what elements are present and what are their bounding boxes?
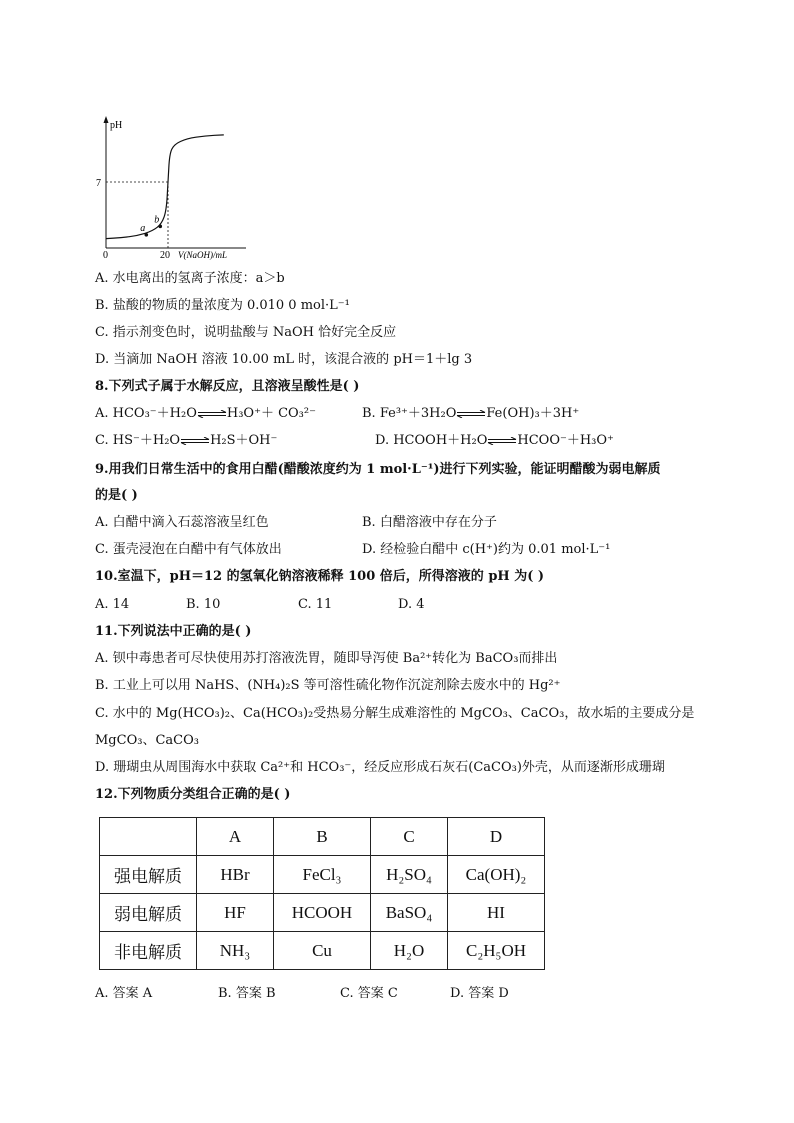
table-header-cell: C	[371, 818, 448, 856]
q7-option-c: C. 指示剂变色时，说明盐酸与 NaOH 恰好完全反应	[95, 325, 397, 340]
q8-option-c	[95, 432, 277, 450]
q8-a-left: A. HCO₃⁻＋H₂O	[95, 406, 197, 421]
table-cell: HF	[197, 894, 274, 932]
equilibrium-arrow-icon	[197, 410, 227, 418]
q8-option-d	[375, 432, 614, 450]
q10-option-c: C. 11	[298, 597, 333, 612]
q8-d-left: D. HCOOH＋H₂O	[375, 433, 488, 448]
chart-axes	[104, 116, 247, 248]
table-cell: HBr	[197, 856, 274, 894]
titration-chart	[96, 112, 256, 262]
q12-option-c: C. 答案 C	[340, 986, 398, 1001]
table-cell: H₂SO₄	[371, 856, 448, 894]
table-header-row	[100, 818, 545, 856]
data-point-label: b	[154, 214, 160, 226]
equilibrium-arrow-icon	[456, 410, 486, 418]
titration-curve	[106, 135, 224, 239]
table-row-label: 强电解质	[100, 856, 197, 894]
table-row	[100, 856, 545, 894]
q10-option-a: A. 14	[95, 597, 130, 612]
q8-a-right: H₃O⁺＋ CO₃²⁻	[226, 406, 316, 421]
equilibrium-arrow-icon	[180, 437, 210, 445]
q10-option-b: B. 10	[186, 597, 221, 612]
y-tick-label: 7	[96, 178, 101, 189]
table-row-label: 非电解质	[100, 932, 197, 970]
q8-c-right: H₂S＋OH⁻	[210, 433, 278, 448]
q10-title: 10.室温下，pH＝12 的氢氧化钠溶液稀释 100 倍后，所得溶液的 pH 为( )	[95, 569, 545, 584]
y-axis-label: pH	[110, 120, 123, 131]
x-tick-label: 20	[160, 250, 170, 261]
q10-option-d: D. 4	[398, 597, 425, 612]
table-header-cell: D	[448, 818, 545, 856]
q11-option-c-line2: MgCO₃、CaCO₃	[95, 733, 199, 748]
q8-option-b	[362, 405, 579, 423]
q9-option-a: A. 白醋中滴入石蕊溶液呈红色	[95, 515, 269, 530]
table-cell: Cu	[274, 932, 371, 970]
q9-option-b: B. 白醋溶液中存在分子	[362, 515, 497, 530]
table-cell: NH₃	[197, 932, 274, 970]
q11-option-c-line1: C. 水中的 Mg(HCO₃)₂、Ca(HCO₃)₂受热易分解生成难溶性的 MgCO₃、CaCO₃，故水垢的主要成分是	[95, 706, 695, 721]
q11-option-b: B. 工业上可以用 NaHS、(NH₄)₂S 等可溶性硫化物作沉淀剂除去废水中的 Hg²⁺	[95, 678, 561, 693]
q8-b-right: Fe(OH)₃＋3H⁺	[486, 406, 580, 421]
table-header-cell	[100, 818, 197, 856]
y-axis-arrow	[104, 116, 109, 123]
table-header-cell: A	[197, 818, 274, 856]
q11-option-d: D. 珊瑚虫从周围海水中获取 Ca²⁺和 HCO₃⁻，经反应形成石灰石(CaCO₃)外壳，从而逐渐形成珊瑚	[95, 760, 665, 775]
q7-option-d: D. 当滴加 NaOH 溶液 10.00 mL 时，该混合液的 pH＝1＋lg 3	[95, 352, 473, 367]
q12-title: 12.下列物质分类组合正确的是( )	[95, 787, 291, 802]
table-cell: FeCl₃	[274, 856, 371, 894]
x-axis-label: V(NaOH)/mL	[178, 250, 227, 260]
q9-title-line1: 9.用我们日常生活中的食用白醋(醋酸浓度约为 1 mol·L⁻¹)进行下列实验，能证明醋酸为弱电解质	[95, 462, 661, 477]
q9-title-line2: 的是( )	[95, 488, 138, 503]
classification-table	[99, 817, 545, 970]
table-cell: Ca(OH)₂	[448, 856, 545, 894]
q8-title: 8.下列式子属于水解反应，且溶液呈酸性是( )	[95, 379, 360, 394]
table-cell: H₂O	[371, 932, 448, 970]
q8-b-left: B. Fe³⁺＋3H₂O	[362, 406, 457, 421]
table-cell: HCOOH	[274, 894, 371, 932]
equilibrium-arrow-icon	[487, 437, 517, 445]
q7-option-a: A. 水电离出的氢离子浓度：a＞b	[95, 271, 285, 286]
table-cell: BaSO₄	[371, 894, 448, 932]
q9-option-d: D. 经检验白醋中 c(H⁺)约为 0.01 mol·L⁻¹	[362, 542, 611, 557]
q9-option-c: C. 蛋壳浸泡在白醋中有气体放出	[95, 542, 282, 557]
q11-option-a: A. 钡中毒患者可尽快使用苏打溶液洗胃，随即导泻使 Ba²⁺转化为 BaCO₃而排出	[95, 651, 558, 666]
q11-title: 11.下列说法中正确的是( )	[95, 624, 252, 639]
q8-option-a	[95, 405, 316, 423]
table-cell: C₂H₅OH	[448, 932, 545, 970]
q12-option-a: A. 答案 A	[95, 986, 153, 1001]
x-tick-label: 0	[103, 250, 108, 261]
table-header-cell: B	[274, 818, 371, 856]
table-row	[100, 932, 545, 970]
q7-option-b: B. 盐酸的物质的量浓度为 0.010 0 mol·L⁻¹	[95, 298, 350, 313]
q12-option-b: B. 答案 B	[218, 986, 276, 1001]
table-cell: HI	[448, 894, 545, 932]
data-point-label: a	[140, 222, 146, 234]
table-row-label: 弱电解质	[100, 894, 197, 932]
q8-d-right: HCOO⁻＋H₃O⁺	[517, 433, 614, 448]
q12-option-d: D. 答案 D	[450, 986, 509, 1001]
q8-c-left: C. HS⁻＋H₂O	[95, 433, 181, 448]
table-row	[100, 894, 545, 932]
